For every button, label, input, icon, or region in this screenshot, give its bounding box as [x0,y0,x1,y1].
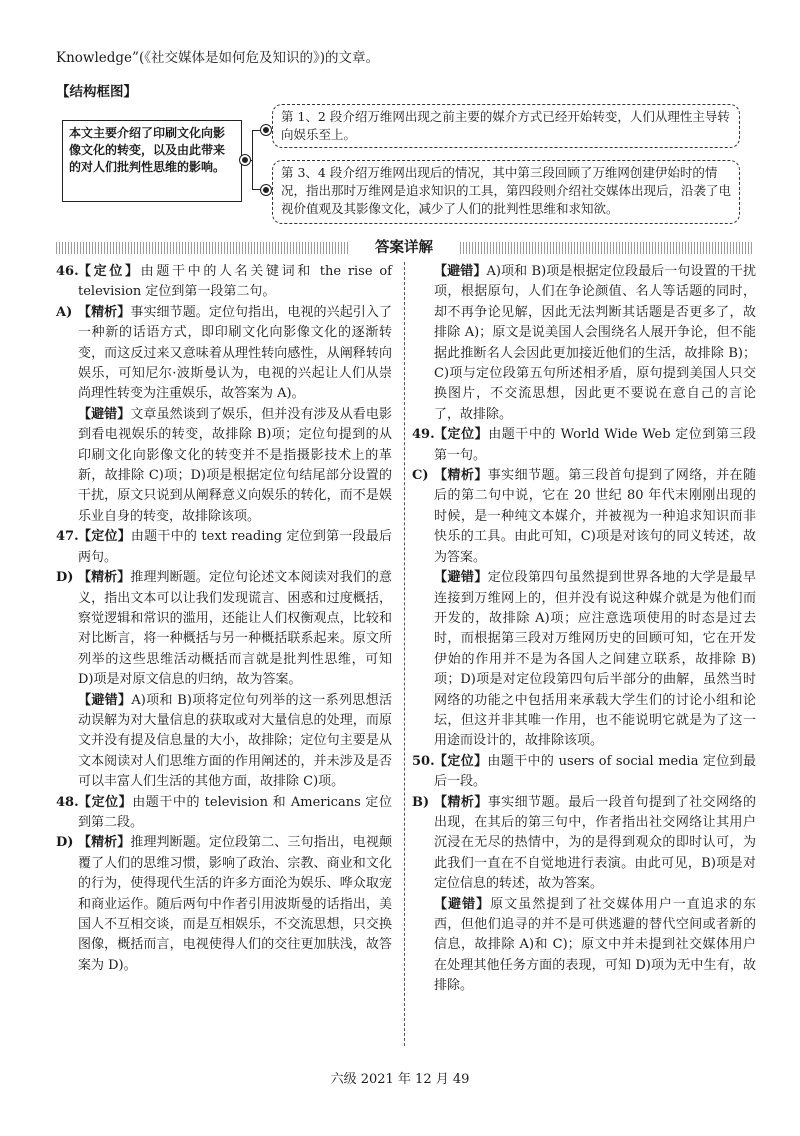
connector-node [240,155,250,165]
analysis-text: 推理判断题。定位句论述文本阅读对我们的意义，指出文本可以让我们发现谎言、困惑和过度概括，察觉逻辑和常识的滥用，还能让人们权衡观点，比较和对比断言，将一种概括与另一种概括联系起来。原文所列举的这些思维活动概括而言就是批判性思维，可知 D)项是对原文信息的归纳，故为答案。 [78,570,392,688]
column-divider [404,262,405,1046]
analysis-text: 事实细节题。最后一段首句提到了社交网络的出现，在其后的第三句中，作者指出社交网络让其用户沉浸在无尽的热情中，为的是得到观众的即时认可，为此我们一直在不自觉地进行表演。由此可见，B)项是对定位信息的转述，故为答案。 [434,794,756,892]
question-number: 47. [56,529,79,545]
avoid-tag: 【 避错 】 [78,693,131,708]
right-column [412,262,756,997]
structure-title: 【结构框图】 [56,84,137,100]
avoid-text: A)项和 B)项将定位句列举的这一系列思想活动误解为对大量信息的获取或对大量信息的处理，而原文并没有提及信息量的大小，故排除；定位句主要是从文本阅读对人们思维方面的作用阐述的，并未涉及是否可以丰富人们生活的其他方面，故排除 C)项。 [78,692,392,790]
locate-tag: 【 定位 】 [78,795,132,810]
left-column [56,262,392,976]
question-number: 49. [412,427,435,443]
avoid-tag: 【 避错 】 [434,897,490,912]
avoid-tag: 【 避错 】 [78,407,130,422]
q48-avoid [412,262,756,425]
q47-locate [56,527,392,568]
analysis-text: 事实细节题。定位句指出，电视的兴起引入了一种新的话语方式，即印刷文化向影像文化的逐渐转变，而这反过来又意味着从理性转向感性，从阐释转向娱乐，可知尼尔·波斯曼认为，电视的兴起让人们从崇尚理性转变为注重娱乐，故答案为 A)。 [78,304,392,402]
analysis-text: 推理判断题。定位段第二、三句指出，电视颠覆了人们的思维习惯，影响了政治、宗教、商业和文化的行为，使得现代生活的许多方面沦为娱乐、哗众取宠和商业运作。随后两句中作者引用波斯曼的话指出，美国人不互相交谈，而是互相娱乐，不交流思想，只交换图像，概括而言，电视使得人们的交往更加肤浅，故答案为 D)。 [78,835,392,973]
q50-analysis [412,793,756,895]
q49-avoid [412,568,756,752]
structure-summary-box: 本文主要介绍了印刷文化向影像文化的转变，以及由此带来的对人们批判性思维的影响。 [62,120,242,202]
q49-analysis [412,466,756,568]
locate-text: 由题干中的 television 和 Americans 定位到第二段。 [78,794,392,830]
analysis-tag: 【 精析 】 [434,468,488,483]
analysis-tag: 【 精析 】 [78,835,130,850]
locate-tag: 【 定位 】 [434,427,488,442]
avoid-text: A)项和 B)项是根据定位段最后一句设置的干扰项，根据原句，人们在争论颜值、名人等话题的同时，却不再争论见解，因此无法判断其话题是否更多了，故排除 A)；原文是说美国人会围绕名人展开争论，但不能据此推断名人会因此更加接近他们的生活，故排除 B)；C)项与定位段第五句所述相矛盾，原句提到美国人只交换图片，不交流思想，因此更不要说在意自己的言论了，故排除。 [434,264,756,422]
question-number: 48. [56,794,79,810]
answer-letter: D) [56,570,74,586]
locate-text: 由题干中的人名关键词和 the rise of television 定位到第一段第二句。 [78,264,392,300]
avoid-tag: 【 避错 】 [434,570,488,585]
locate-text: 由题干中的 text reading 定位到第一段最后两句。 [78,529,392,565]
connector-node [261,185,271,195]
q50-locate [412,752,756,793]
page-footer: 六级 2021 年 12 月 49 [330,1072,470,1087]
q46-analysis [56,303,392,405]
answer-letter: C) [412,468,429,484]
avoid-tag: 【 避错 】 [434,264,486,279]
answer-letter: A) [56,304,73,320]
analysis-tag: 【 精析 】 [78,570,130,585]
intro-line: Knowledge”(《社交媒体是如何危及知识的》)的文章。 [56,50,379,66]
section-title: 答案详解 [375,240,433,256]
q47-analysis [56,568,392,690]
locate-text: 由题干中的 users of social media 定位到最后一段。 [434,753,756,790]
answer-letter: D) [56,835,74,851]
avoid-text: 文章虽然谈到了娱乐，但并没有涉及从看电影到看电视娱乐的转变，故排除 B)项；定位句提到的从印刷文化向影像文化的转变并不是指摄影技术上的革新，故排除 C)项；D)项是根据定位句结尾部分设置的干扰，原文只说到从阐释意义向娱乐的转化，而不是娱乐业自身的转变，故排除该项。 [78,406,392,524]
analysis-tag: 【 精析 】 [78,305,130,320]
connector-node [261,125,271,135]
avoid-text: 定位段第四句虽然提到世界各地的大学是最早连接到万维网上的，但并没有说这种媒介就是为他们而开发的，故排除 A)项；应注意选项使用的时态是过去时，而根据第三段对万维网历史的回顾可知，它在开发伊始的作用并不是为各国人之间建立联系，故排除 B)项；D)项是对定位段第四句后半部分的曲解，虽然当时网络的功能之中包括用来承载大学生们的讨论小组和论坛，但这并非其唯一作用，也不能说明它就是为了这一用途而设计的，故排除该项。 [434,570,756,749]
analysis-tag: 【 精析 】 [434,795,488,810]
locate-tag: 【 定位 】 [78,264,141,279]
q47-avoid [56,691,392,793]
q48-analysis [56,833,392,976]
locate-text: 由题干中的 World Wide Web 定位到第三段第一句。 [434,427,756,463]
structure-branch-2: 第 3、4 段介绍万维网出现后的情况，其中第三段回顾了万维网创建伊始时的情况，指出那时万维网是追求知识的工具，第四段则介绍社交媒体出现后，沿袭了电视价值观及其影像文化，减少了人们的批判性思维和求知欲。 [272,160,740,224]
hatch-bar-left [56,242,348,254]
q46-avoid [56,405,392,527]
avoid-text: 原文虽然提到了社交媒体用户一直追求的东西，但他们追寻的并不是可供逃避的替代空间或者新的信息，故排除 A)和 C)；原文中并未提到社交媒体用户在处理其他任务方面的表现，可知 D)项为无中生有，故排除。 [434,896,756,994]
section-header [56,238,752,258]
structure-bracket [252,130,266,190]
q49-locate [412,425,756,466]
locate-tag: 【 定位 】 [434,754,487,769]
q50-avoid [412,895,756,997]
hatch-bar-right [460,242,752,254]
q46-locate [56,262,392,303]
locate-tag: 【 定位 】 [78,529,131,544]
q48-locate [56,793,392,834]
analysis-text: 事实细节题。第三段首句提到了网络，并在随后的第二句中说，它在 20 世纪 80 年代末刚刚出现的时候，是一种纯文本媒介，并被视为一种追求知识而非快乐的工具。由此可知，C)项是对该句的同义转述，故为答案。 [434,468,756,565]
question-number: 50. [412,753,435,769]
structure-branch-1: 第 1、2 段介绍万维网出现之前主要的媒介方式已经开始转变，人们从理性主导转向娱乐至上。 [272,104,740,148]
question-number: 46. [56,264,79,279]
answer-letter: B) [412,794,430,810]
